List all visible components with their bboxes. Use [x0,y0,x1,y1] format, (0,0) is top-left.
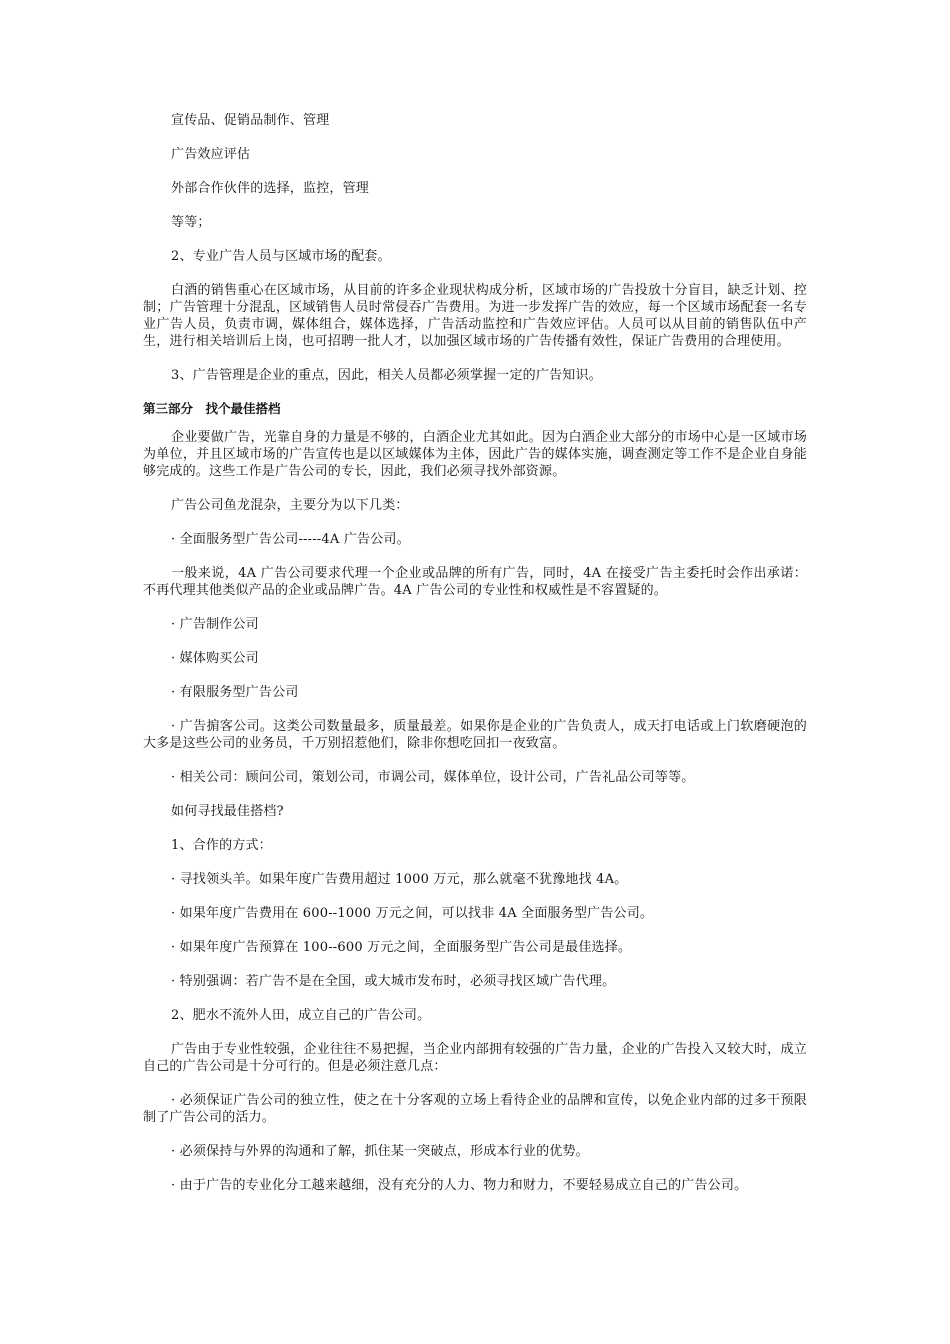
paragraph: 外部合作伙伴的选择，监控，管理 [171,181,370,196]
paragraph: 宣传品、促销品制作、管理 [171,113,330,128]
list-item: · 特别强调：若广告不是在全国，或大城市发布时，必须寻找区域广告代理。 [171,974,616,989]
list-item: · 由于广告的专业化分工越来越细，没有充分的人力、物力和财力，不要轻易成立自己的广告公司。 [171,1178,748,1193]
paragraph: 如何寻找最佳搭档? [171,804,284,819]
list-item: · 广告制作公司 [171,617,259,632]
list-item: · 如果年度广告费用在 600--1000 万元之间，可以找非 4A 全面服务型广告公司。 [171,906,654,921]
paragraph: 广告效应评估 [171,147,251,162]
paragraph: 等等； [171,215,211,230]
list-item: · 如果年度广告预算在 100--600 万元之间，全面服务型广告公司是最佳选择。 [171,940,632,955]
section-heading: 第三部分 找个最佳搭档 [143,401,281,416]
paragraph: 一般来说，4A 广告公司要求代理一个企业或品牌的所有广告，同时，4A 在接受广告主委托时会作出承诺：不再代理其他类似产品的企业或品牌广告。4A 广告公司的专业性和权威性是不容置疑的。 [143,566,807,598]
list-item: · 必须保证广告公司的独立性，使之在十分客观的立场上看待企业的品牌和宣传，以免企业内部的过多干预限制了广告公司的活力。 [143,1093,807,1125]
list-item: · 全面服务型广告公司-----4A 广告公司。 [171,532,410,547]
document-page [143,112,807,1211]
list-item: · 有限服务型广告公司 [171,685,299,700]
list-item: · 寻找领头羊。如果年度广告费用超过 1000 万元，那么就毫不犹豫地找 4A。 [171,872,628,887]
paragraph: 广告由于专业性较强，企业往往不易把握，当企业内部拥有较强的广告力量，企业的广告投入又较大时，成立自己的广告公司是十分可行的。但是必须注意几点： [143,1042,807,1074]
paragraph: 2、专业广告人员与区域市场的配套。 [171,249,391,264]
list-item: · 相关公司：顾问公司，策划公司，市调公司，媒体单位，设计公司，广告礼品公司等等。 [171,770,695,785]
paragraph: 2、肥水不流外人田，成立自己的广告公司。 [171,1008,431,1023]
list-item: · 媒体购买公司 [171,651,259,666]
paragraph: 白酒的销售重心在区域市场，从目前的许多企业现状构成分析，区域市场的广告投放十分盲目，缺乏计划、控制；广告管理十分混乱，区域销售人员时常侵吞广告费用。为进一步发挥广告的效应，每一个区域市场配套一名专业广告人员，负责市调，媒体组合，媒体选择，广告活动监控和广告效应评估。人员可以从目前的销售队伍中产生，进行相关培训后上岗，也可招聘一批人才，以加强区域市场的广告传播有效性，保证广告费用的合理使用。 [143,283,807,349]
list-item: · 必须保持与外界的沟通和了解，抓住某一突破点，形成本行业的优势。 [171,1144,589,1159]
paragraph: 3、广告管理是企业的重点，因此，相关人员都必须掌握一定的广告知识。 [171,368,602,383]
paragraph: 企业要做广告，光靠自身的力量是不够的，白酒企业尤其如此。因为白酒企业大部分的市场中心是一区域市场为单位，并且区域市场的广告宣传也是以区域媒体为主体，因此广告的媒体实施，调查测定等工作不是企业自身能够完成的。这些工作是广告公司的专长，因此，我们必须寻找外部资源。 [143,430,807,479]
paragraph: 1、合作的方式： [171,838,272,853]
paragraph: 广告公司鱼龙混杂，主要分为以下几类： [171,498,409,513]
list-item: · 广告掮客公司。这类公司数量最多，质量最差。如果你是企业的广告负责人，成天打电话或上门软磨硬泡的大多是这些公司的业务员，千万别招惹他们，除非你想吃回扣一夜致富。 [143,719,807,751]
